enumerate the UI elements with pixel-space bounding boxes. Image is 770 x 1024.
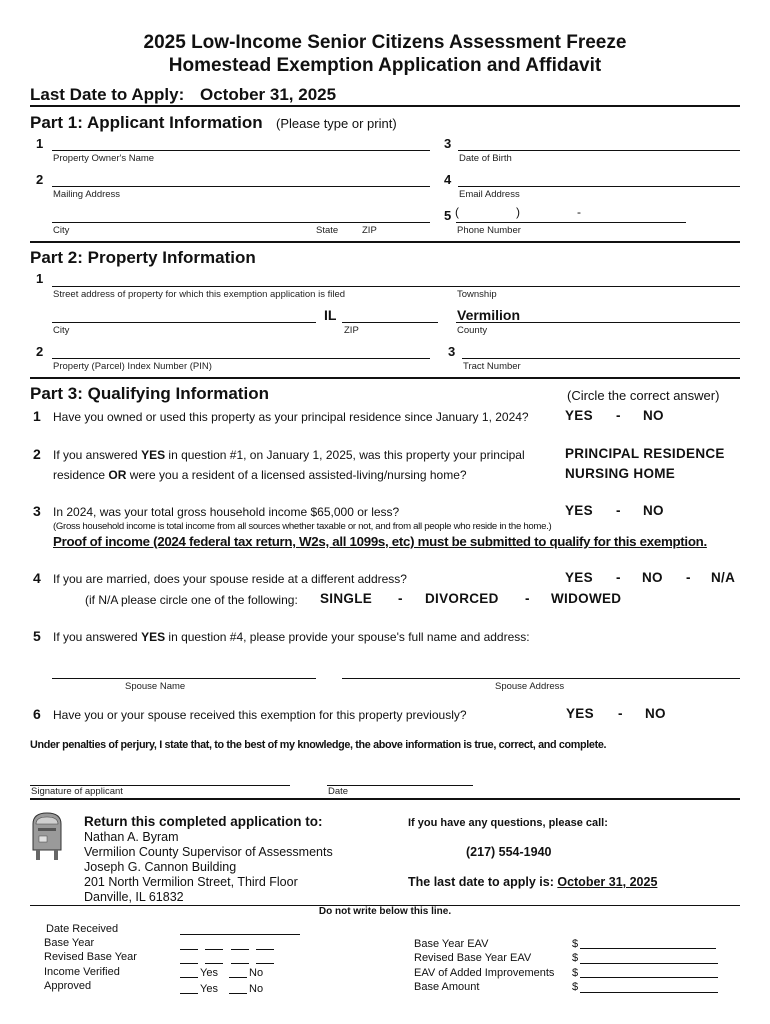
- return-street: 201 North Vermilion Street, Third Floor: [84, 875, 298, 889]
- part3-heading: Part 3: Qualifying Information: [30, 384, 269, 403]
- city-label: City: [53, 225, 70, 236]
- pin-label: Property (Parcel) Index Number (PIN): [53, 361, 212, 372]
- q2-text-line1: If you answered YES in question #1, on January 1, 2025, was this property your principal: [53, 448, 525, 462]
- part1-num-1: 1: [36, 136, 44, 151]
- revised-year-digit-3[interactable]: [231, 963, 249, 964]
- income-verified-no-field[interactable]: [229, 977, 247, 978]
- dob-label: Date of Birth: [459, 153, 512, 164]
- q1-number: 1: [33, 408, 41, 424]
- spouse-name-field[interactable]: [52, 678, 316, 679]
- q1-dash: -: [616, 408, 621, 423]
- revised-base-year-eav-dollar: $: [572, 952, 579, 964]
- q3-number: 3: [33, 503, 41, 519]
- income-verified-yes-field[interactable]: [180, 977, 198, 978]
- q4-dash3: -: [398, 591, 403, 606]
- perjury-statement: Under penalties of perjury, I state that, to the best of my knowledge, the above information is true, correct, and complete.: [30, 739, 607, 751]
- property-county-field[interactable]: [456, 322, 740, 323]
- property-city-label: City: [53, 325, 70, 336]
- revised-year-digit-1[interactable]: [180, 963, 198, 964]
- q2-principal-residence[interactable]: PRINCIPAL RESIDENCE: [565, 446, 725, 461]
- income-verified-yes: Yes: [200, 967, 218, 979]
- spouse-address-label: Spouse Address: [495, 681, 565, 692]
- signature-date-label: Date: [328, 786, 349, 797]
- part1-num-3: 3: [444, 136, 452, 151]
- part1-num-4: 4: [444, 172, 452, 187]
- q3-no[interactable]: NO: [643, 503, 664, 518]
- tract-label: Tract Number: [463, 361, 521, 372]
- q3-income-note: (Gross household income is total income from all sources whether taxable or not, and from all people who reside in the home.): [53, 521, 552, 532]
- q3-dash: -: [616, 503, 621, 518]
- q4-text: If you are married, does your spouse reside at a different address?: [53, 572, 407, 586]
- return-heading: Return this completed application to:: [84, 814, 323, 829]
- q2-text-line2: residence OR were you a resident of a licensed assisted-living/nursing home?: [53, 468, 467, 482]
- q6-dash: -: [618, 706, 623, 721]
- last-date-label: Last Date to Apply:: [30, 85, 185, 104]
- phone-dash: -: [577, 205, 581, 219]
- approved-yes-field[interactable]: [180, 993, 198, 994]
- revised-year-digit-4[interactable]: [256, 963, 274, 964]
- property-street-label: Street address of property for which this exemption application is filed: [53, 289, 346, 300]
- base-year-eav-label: Base Year EAV: [414, 938, 489, 950]
- q4-subtext: (if N/A please circle one of the following:: [85, 593, 298, 607]
- form-title-line1: 2025 Low-Income Senior Citizens Assessment Freeze: [143, 32, 627, 53]
- questions-text: If you have any questions, please call:: [408, 817, 608, 829]
- q4-dash2: -: [686, 570, 691, 585]
- approved-yes: Yes: [200, 983, 218, 995]
- property-county-value: Vermilion: [457, 307, 521, 323]
- mailing-address-label: Mailing Address: [53, 189, 121, 200]
- tract-field[interactable]: [462, 358, 740, 359]
- return-last-date: The last date to apply is: October 31, 2025: [408, 875, 658, 889]
- approved-label: Approved: [44, 980, 92, 992]
- phone-close-paren: ): [516, 205, 520, 219]
- base-year-digit-1[interactable]: [180, 949, 198, 950]
- q6-number: 6: [33, 706, 41, 722]
- q4-na[interactable]: N/A: [711, 570, 736, 585]
- income-verified-label: Income Verified: [44, 966, 120, 978]
- owner-name-label: Property Owner's Name: [53, 153, 155, 164]
- questions-phone: (217) 554-1940: [466, 845, 552, 859]
- property-state-value: IL: [324, 307, 337, 323]
- q2-number: 2: [33, 446, 41, 462]
- part1-rule: [30, 241, 740, 243]
- base-amount-dollar: $: [572, 981, 579, 993]
- owner-name-field[interactable]: [52, 150, 430, 151]
- base-year-digit-2[interactable]: [205, 949, 223, 950]
- zip-label: ZIP: [362, 225, 377, 236]
- income-verified-no: No: [249, 967, 264, 979]
- q4-single[interactable]: SINGLE: [320, 591, 373, 606]
- office-use-note: Do not write below this line.: [318, 906, 452, 917]
- q3-text: In 2024, was your total gross household income $65,000 or less?: [53, 505, 400, 519]
- signature-rule: [30, 798, 740, 800]
- q2-nursing-home[interactable]: NURSING HOME: [565, 466, 676, 481]
- q1-no[interactable]: NO: [643, 408, 664, 423]
- form-title-line2: Homestead Exemption Application and Affidavit: [168, 55, 602, 76]
- eav-added-improvements-field[interactable]: [580, 977, 718, 978]
- date-received-label: Date Received: [46, 923, 119, 935]
- property-county-label: County: [457, 325, 488, 336]
- revised-base-year-label: Revised Base Year: [44, 951, 137, 963]
- dob-field[interactable]: [458, 150, 740, 151]
- property-zip-label: ZIP: [344, 325, 359, 336]
- q4-divorced[interactable]: DIVORCED: [425, 591, 499, 606]
- part2-num-1: 1: [36, 271, 44, 286]
- spouse-name-label: Spouse Name: [125, 681, 186, 692]
- property-street-field[interactable]: [52, 286, 740, 287]
- q1-yes[interactable]: YES: [565, 408, 593, 423]
- q5-text: If you answered YES in question #4, please provide your spouse's full name and address:: [53, 630, 530, 644]
- return-building: Joseph G. Cannon Building: [84, 860, 237, 874]
- q1-text: Have you owned or used this property as your principal residence since January 1, 2024?: [53, 410, 529, 424]
- base-amount-field[interactable]: [580, 992, 718, 993]
- base-year-digit-4[interactable]: [256, 949, 274, 950]
- property-city-field[interactable]: [52, 322, 316, 323]
- return-name: Nathan A. Byram: [84, 830, 179, 844]
- approved-no-field[interactable]: [229, 993, 247, 994]
- part2-heading: Part 2: Property Information: [30, 248, 256, 267]
- part1-num-5: 5: [444, 208, 452, 223]
- mailbox-icon: [30, 810, 64, 862]
- q6-text: Have you or your spouse received this exemption for this property previously?: [53, 708, 467, 722]
- email-label: Email Address: [459, 189, 520, 200]
- q6-no[interactable]: NO: [645, 706, 666, 721]
- q3-yes[interactable]: YES: [565, 503, 593, 518]
- signature-date-field[interactable]: [327, 785, 473, 786]
- base-year-eav-field[interactable]: [580, 948, 716, 949]
- eav-added-improvements-label: EAV of Added Improvements: [414, 967, 555, 979]
- part1-num-2: 2: [36, 172, 44, 187]
- pin-field[interactable]: [52, 358, 430, 359]
- base-year-label: Base Year: [44, 937, 95, 949]
- revised-base-year-eav-field[interactable]: [580, 963, 718, 964]
- email-field[interactable]: [458, 186, 740, 187]
- return-city: Danville, IL 61832: [84, 890, 184, 904]
- date-received-field[interactable]: [180, 934, 300, 935]
- base-year-digit-3[interactable]: [231, 949, 249, 950]
- property-zip-field[interactable]: [342, 322, 438, 323]
- q4-dash4: -: [525, 591, 530, 606]
- signature-label: Signature of applicant: [31, 786, 123, 797]
- spouse-address-field[interactable]: [342, 678, 740, 679]
- q4-yes[interactable]: YES: [565, 570, 593, 585]
- revised-base-year-eav-label: Revised Base Year EAV: [414, 952, 532, 964]
- part2-num-2: 2: [36, 344, 44, 359]
- mailing-address-field[interactable]: [52, 186, 430, 187]
- base-amount-label: Base Amount: [414, 981, 480, 993]
- township-label: Township: [457, 289, 497, 300]
- part2-num-3: 3: [448, 344, 456, 359]
- revised-year-digit-2[interactable]: [205, 963, 223, 964]
- q5-number: 5: [33, 628, 41, 644]
- part2-rule: [30, 377, 740, 379]
- return-office: Vermilion County Supervisor of Assessments: [84, 845, 333, 859]
- q4-widowed[interactable]: WIDOWED: [551, 591, 622, 606]
- phone-field[interactable]: [456, 222, 686, 223]
- phone-open-paren: (: [455, 205, 459, 219]
- part1-heading: Part 1: Applicant Information: [30, 113, 263, 132]
- q4-number: 4: [33, 570, 41, 586]
- eav-added-improvements-dollar: $: [572, 967, 579, 979]
- part1-heading-note: (Please type or print): [276, 116, 397, 131]
- circle-note: (Circle the correct answer): [567, 388, 720, 403]
- approved-no: No: [249, 983, 264, 995]
- phone-label: Phone Number: [457, 225, 521, 236]
- q4-dash1: -: [616, 570, 621, 585]
- q6-yes[interactable]: YES: [566, 706, 594, 721]
- city-state-zip-field[interactable]: [52, 222, 430, 223]
- q4-no[interactable]: NO: [642, 570, 663, 585]
- last-date-value: October 31, 2025: [196, 85, 340, 106]
- base-year-eav-dollar: $: [572, 938, 579, 950]
- state-label: State: [316, 225, 339, 236]
- title-rule: [30, 105, 740, 107]
- q3-proof-of-income: Proof of income (2024 federal tax return, W2s, all 1099s, etc) must be submitted to qualify for this exemption.: [53, 534, 707, 549]
